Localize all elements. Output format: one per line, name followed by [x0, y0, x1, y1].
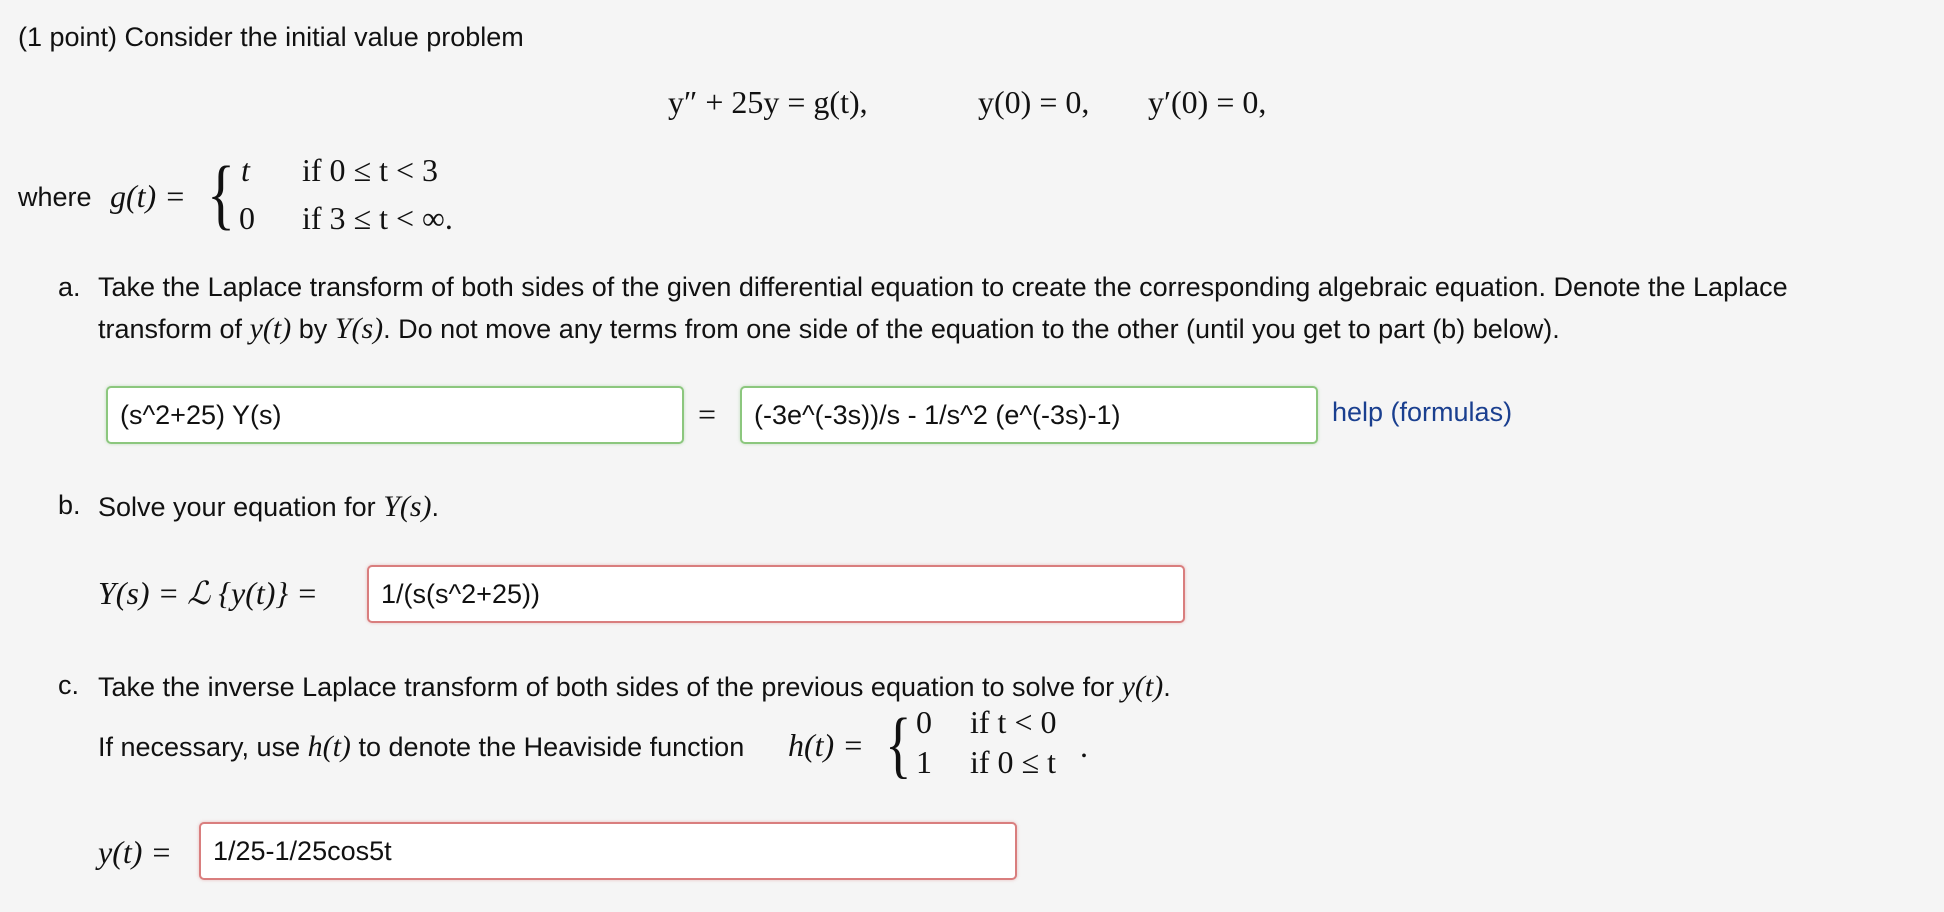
- part-c-marker: c.: [58, 670, 80, 700]
- part-b-instructions: Solve your equation for Y(s).: [98, 490, 440, 523]
- heaviside-case1-value: 0: [916, 704, 932, 740]
- heaviside-label: h(t) =: [788, 727, 864, 763]
- piecewise-brace: {: [207, 150, 236, 237]
- g-case2-value: 0: [239, 200, 255, 236]
- laplace-lhs-input[interactable]: (s^2+25) Y(s): [106, 386, 684, 444]
- heaviside-brace: {: [885, 704, 912, 786]
- part-b-marker: b.: [58, 490, 81, 520]
- part-a-instructions-line2: transform of y(t) by Y(s). Do not move any terms from one side of the equation to the other (until you get to part (b) below).: [98, 312, 1560, 345]
- problem-intro: (1 point) Consider the initial value problem: [18, 22, 524, 52]
- part-c-instructions-line1: Take the inverse Laplace transform of both sides of the previous equation to solve for y(t).: [98, 670, 1171, 703]
- part-c-instructions-line2: If necessary, use h(t) to denote the Heaviside function: [98, 730, 745, 763]
- heaviside-case2-value: 1: [916, 744, 932, 780]
- part-b-label: Y(s) = ℒ {y(t)} =: [98, 575, 318, 611]
- part-c-label: y(t) =: [98, 834, 172, 870]
- part-a-marker: a.: [58, 272, 81, 302]
- heaviside-case1-condition: if t < 0: [970, 704, 1057, 740]
- differential-equation: y″ + 25y = g(t),: [668, 84, 868, 120]
- g-of-t-label: g(t) =: [110, 178, 186, 214]
- heaviside-case2-condition: if 0 ≤ t: [970, 744, 1056, 780]
- initial-condition-yprime: y′(0) = 0,: [1148, 84, 1267, 120]
- g-case1-value: t: [241, 152, 250, 188]
- Y-of-s-input[interactable]: 1/(s(s^2+25)): [367, 565, 1185, 623]
- g-case1-condition: if 0 ≤ t < 3: [302, 152, 439, 188]
- part-a-instructions-line1: Take the Laplace transform of both sides of the given differential equation to create the corresponding algebraic equation. Denote the Laplace: [98, 272, 1788, 302]
- help-formulas-link[interactable]: help (formulas): [1332, 397, 1513, 427]
- y-of-t-input[interactable]: 1/25-1/25cos5t: [199, 822, 1017, 880]
- where-label: where: [18, 182, 92, 212]
- heaviside-period: .: [1080, 728, 1088, 764]
- g-case2-condition: if 3 ≤ t < ∞.: [302, 200, 453, 236]
- initial-condition-y: y(0) = 0,: [978, 84, 1090, 120]
- equals-sign: =: [698, 396, 717, 432]
- laplace-rhs-input[interactable]: (-3e^(-3s))/s - 1/s^2 (e^(-3s)-1): [740, 386, 1318, 444]
